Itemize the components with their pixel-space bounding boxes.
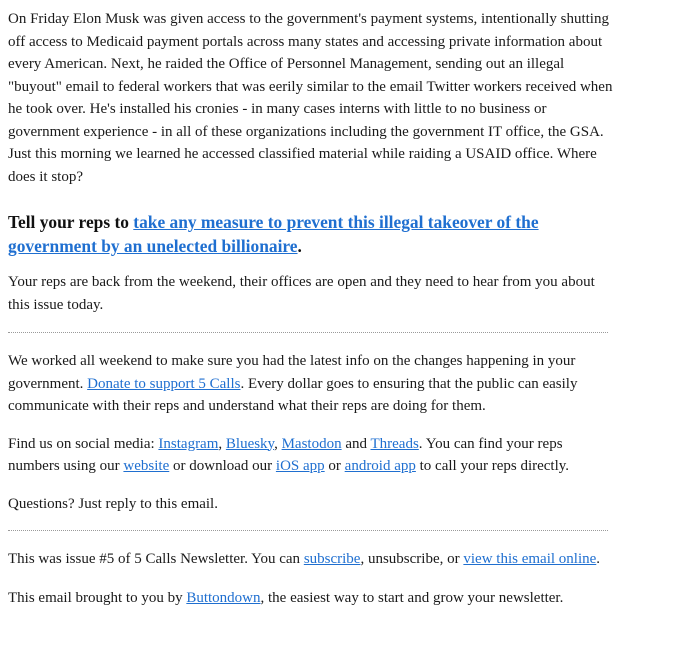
social-sep-2: , bbox=[274, 435, 282, 452]
subscribe-link[interactable]: subscribe bbox=[303, 551, 361, 567]
donate-link[interactable]: Donate to support 5 Calls bbox=[87, 375, 241, 392]
cta-link[interactable]: take any measure to prevent this illegal takeover of the government by an unelected billionaire bbox=[8, 212, 539, 256]
brought-prefix: This email brought to you by bbox=[8, 589, 187, 606]
buttondown-link[interactable]: Buttondown bbox=[186, 589, 261, 606]
issue-paragraph bbox=[8, 548, 614, 571]
social-paragraph bbox=[8, 433, 614, 478]
bluesky-link[interactable]: Bluesky bbox=[225, 435, 275, 452]
issue-end: . bbox=[596, 551, 601, 567]
social-and: and bbox=[341, 435, 371, 452]
instagram-link[interactable]: Instagram bbox=[158, 435, 219, 452]
questions-paragraph: Questions? Just reply to this email. bbox=[8, 495, 218, 512]
social-prefix: Find us on social media: bbox=[8, 435, 159, 452]
reps-back-paragraph: Your reps are back from the weekend, their offices are open and they need to hear from you about this issue today. bbox=[8, 274, 595, 313]
donate-paragraph bbox=[8, 350, 614, 418]
view-online-link[interactable]: view this email online bbox=[463, 551, 597, 567]
android-app-link[interactable]: android app bbox=[344, 458, 416, 474]
social-sep-1: , bbox=[218, 435, 226, 452]
cta-suffix: . bbox=[297, 236, 302, 256]
brought-suffix: , the easiest way to start and grow your newsletter. bbox=[260, 589, 564, 606]
call-to-action-heading bbox=[8, 188, 614, 258]
issue-prefix: This was issue #5 of 5 Calls Newsletter. You can bbox=[8, 551, 304, 567]
divider bbox=[8, 530, 608, 531]
divider bbox=[8, 332, 608, 333]
social-or-2: or bbox=[324, 458, 345, 474]
donate-before: We worked all weekend to make sure you had the latest info on the changes happening in your government. bbox=[8, 353, 576, 392]
website-link[interactable]: website bbox=[123, 458, 170, 474]
cta-prefix: Tell your reps to bbox=[8, 212, 134, 232]
social-or-1: or download our bbox=[169, 458, 276, 474]
ios-app-link[interactable]: iOS app bbox=[275, 458, 325, 474]
brought-by-paragraph bbox=[8, 587, 614, 610]
social-mid: . You can find your reps numbers using our bbox=[8, 435, 563, 474]
email-body bbox=[8, 0, 614, 609]
donate-after: . Every dollar goes to ensuring that the public can easily communicate with their reps and understand what their reps are doing for them. bbox=[8, 375, 578, 414]
intro-paragraph: On Friday Elon Musk was given access to the government's payment systems, intentionally shutting off access to Medicaid payment portals across many states and accessing private information about every American. Next, he raided the Office of Personnel Management, sending out an illegal "buyout" email to federal workers that was eerily similar to the email Twitter workers received when he took over. He's installed his cronies - in many cases interns with little to no business or government experience - in all of these organizations including the government IT office, the GSA. Just this morning we learned he accessed classified material while raiding a USAID office. Where does it stop? bbox=[8, 11, 613, 185]
issue-middle: , unsubscribe, or bbox=[360, 551, 464, 567]
threads-link[interactable]: Threads bbox=[370, 435, 419, 452]
mastodon-link[interactable]: Mastodon bbox=[281, 435, 342, 452]
social-end: to call your reps directly. bbox=[415, 458, 570, 474]
